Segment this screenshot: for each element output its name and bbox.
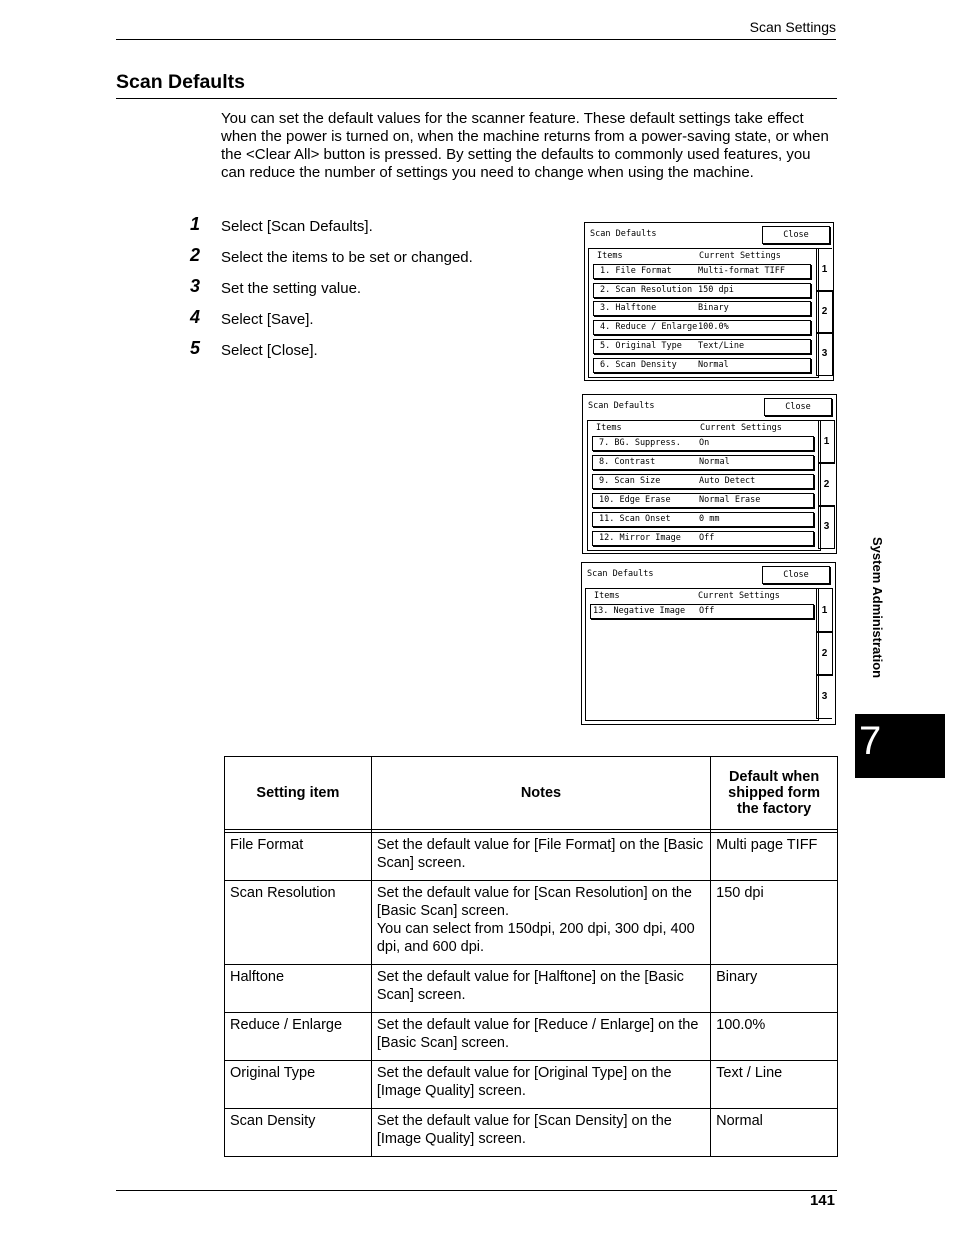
cell-default: 150 dpi — [711, 881, 838, 965]
chapter-number: 7 — [859, 719, 882, 763]
list-item[interactable] — [593, 283, 811, 298]
step-number: 3 — [190, 276, 201, 296]
settings-list — [588, 248, 819, 378]
item-label: 5. Original Type — [600, 341, 682, 351]
item-label: 1. File Format — [600, 266, 672, 276]
close-button[interactable]: Close — [762, 566, 830, 584]
tab-page-2[interactable]: 2 — [819, 462, 834, 507]
chapter-side-text: System Administration — [870, 537, 885, 679]
cell-notes: Set the default value for [Original Type] on the [Image Quality] screen. — [371, 1061, 710, 1109]
tab-page-1[interactable]: 1 — [817, 248, 832, 292]
cell-item: File Format — [225, 833, 372, 881]
list-item[interactable] — [592, 474, 814, 489]
item-value: Multi-format TIFF — [698, 266, 785, 276]
item-label: 4. Reduce / Enlarge — [600, 322, 698, 332]
step-number: 4 — [190, 307, 201, 327]
list-item[interactable] — [593, 358, 811, 373]
cell-notes: Set the default value for [Scan Density] on the [Image Quality] screen. — [371, 1109, 710, 1157]
item-value: Off — [699, 606, 715, 616]
item-label: 10. Edge Erase — [599, 495, 671, 505]
table-row — [225, 1013, 838, 1061]
tab-page-3[interactable]: 3 — [817, 332, 833, 376]
scan-defaults-screen-page-2 — [582, 394, 837, 554]
col-items: Items — [597, 251, 623, 261]
step-number: 1 — [190, 214, 201, 234]
item-label: 6. Scan Density — [600, 360, 677, 370]
item-label: 11. Scan Onset — [599, 514, 671, 524]
step-number: 2 — [190, 245, 201, 265]
item-value: Normal — [699, 457, 730, 467]
col-current: Current Settings — [699, 251, 781, 261]
table-header-row — [225, 757, 838, 830]
list-item[interactable] — [593, 301, 811, 316]
table-row — [225, 833, 838, 881]
cell-item: Reduce / Enlarge — [225, 1013, 372, 1061]
screen-title: Scan Defaults — [590, 229, 657, 239]
section-title: Scan Defaults — [116, 71, 245, 93]
item-value: Auto Detect — [699, 476, 756, 486]
cell-notes: Set the default value for [Halftone] on the [Basic Scan] screen. — [371, 965, 710, 1013]
intro-paragraph: You can set the default values for the scanner feature. These default settings take effect when the power is turned on, when the machine returns from a power-saving state, or when the <Clear All> button is pressed. By setting the defaults to commonly used features, you can reduce the number of settings you need to change when using the machine. — [221, 110, 829, 181]
cell-item: Halftone — [225, 965, 372, 1013]
page-tabs — [818, 420, 835, 549]
step-text: Select [Save]. — [221, 311, 314, 328]
list-item[interactable] — [592, 512, 814, 527]
item-value: Normal Erase — [699, 495, 761, 505]
tab-page-1[interactable]: 1 — [819, 420, 835, 464]
page-number: 141 — [809, 1192, 835, 1209]
close-button[interactable]: Close — [762, 226, 830, 244]
footer-rule — [116, 1190, 837, 1191]
item-label: 8. Contrast — [599, 457, 656, 467]
cell-item: Original Type — [225, 1061, 372, 1109]
step-text: Select [Scan Defaults]. — [221, 218, 373, 235]
cell-item: Scan Resolution — [225, 881, 372, 965]
screen-title: Scan Defaults — [587, 569, 654, 579]
item-label: 13. Negative Image — [593, 606, 686, 616]
tab-page-1[interactable]: 1 — [817, 588, 833, 633]
item-value: Off — [699, 533, 715, 543]
scan-defaults-screen-page-3 — [581, 562, 836, 725]
table-row — [225, 965, 838, 1013]
step-text: Select [Close]. — [221, 342, 318, 359]
tab-page-3[interactable]: 3 — [819, 505, 835, 549]
cell-item: Scan Density — [225, 1109, 372, 1157]
screen-title: Scan Defaults — [588, 401, 655, 411]
tab-page-3[interactable]: 3 — [817, 674, 832, 719]
tab-page-2[interactable]: 2 — [817, 290, 833, 334]
step-number: 5 — [190, 338, 201, 358]
list-item[interactable] — [593, 264, 811, 279]
list-item[interactable] — [592, 531, 814, 546]
col-items: Items — [596, 423, 622, 433]
header-rule — [116, 39, 836, 40]
page-tabs — [816, 248, 833, 376]
item-label: 9. Scan Size — [599, 476, 661, 486]
list-item[interactable] — [592, 455, 814, 470]
tab-page-2[interactable]: 2 — [817, 631, 833, 676]
cell-notes: Set the default value for [File Format] on the [Basic Scan] screen. — [371, 833, 710, 881]
item-label: 3. Halftone — [600, 303, 657, 313]
cell-notes — [371, 881, 710, 965]
item-value: Text/Line — [698, 341, 745, 351]
item-value: 0 mm — [699, 514, 720, 524]
list-item[interactable] — [593, 339, 811, 354]
header-setting-item: Setting item — [225, 757, 372, 830]
item-value: Binary — [698, 303, 729, 313]
list-item[interactable] — [590, 604, 814, 619]
page-tabs — [816, 588, 833, 719]
list-item[interactable] — [593, 320, 811, 335]
item-label: 12. Mirror Image — [599, 533, 681, 543]
cell-default: 100.0% — [711, 1013, 838, 1061]
item-label: 7. BG. Suppress. — [599, 438, 681, 448]
item-value: On — [699, 438, 710, 448]
running-header: Scan Settings — [749, 19, 836, 35]
item-value: Normal — [698, 360, 729, 370]
col-current: Current Settings — [700, 423, 782, 433]
list-item[interactable] — [592, 493, 814, 508]
header-notes: Notes — [371, 757, 710, 830]
step-text: Set the setting value. — [221, 280, 362, 297]
settings-list — [585, 588, 819, 721]
table-row — [225, 881, 838, 965]
cell-default: Binary — [711, 965, 838, 1013]
col-items: Items — [594, 591, 620, 601]
chapter-number-box — [855, 714, 945, 778]
cell-notes-line: You can select from 150dpi, 200 dpi, 300 dpi, 400 dpi, and 600 dpi. — [376, 921, 695, 955]
settings-list — [587, 420, 821, 551]
step-text: Select the items to be set or changed. — [221, 249, 473, 266]
cell-default: Multi page TIFF — [711, 833, 838, 881]
table-row — [225, 1109, 838, 1157]
cell-default: Text / Line — [711, 1061, 838, 1109]
item-value: 100.0% — [698, 322, 729, 332]
cell-default: Normal — [711, 1109, 838, 1157]
cell-notes: Set the default value for [Reduce / Enlarge] on the [Basic Scan] screen. — [371, 1013, 710, 1061]
list-item[interactable] — [592, 436, 814, 451]
col-current: Current Settings — [698, 591, 780, 601]
header-default: Default when shipped form the factory — [711, 757, 838, 830]
settings-table — [224, 756, 838, 1157]
cell-notes-line: Set the default value for [Scan Resolution] on the [Basic Scan] screen. — [376, 885, 692, 919]
table-row — [225, 1061, 838, 1109]
section-rule — [116, 98, 837, 99]
scan-defaults-screen-page-1 — [584, 222, 834, 381]
close-button[interactable]: Close — [764, 398, 832, 416]
item-label: 2. Scan Resolution — [600, 285, 693, 295]
chapter-side-label — [869, 537, 889, 707]
item-value: 150 dpi — [698, 285, 734, 295]
